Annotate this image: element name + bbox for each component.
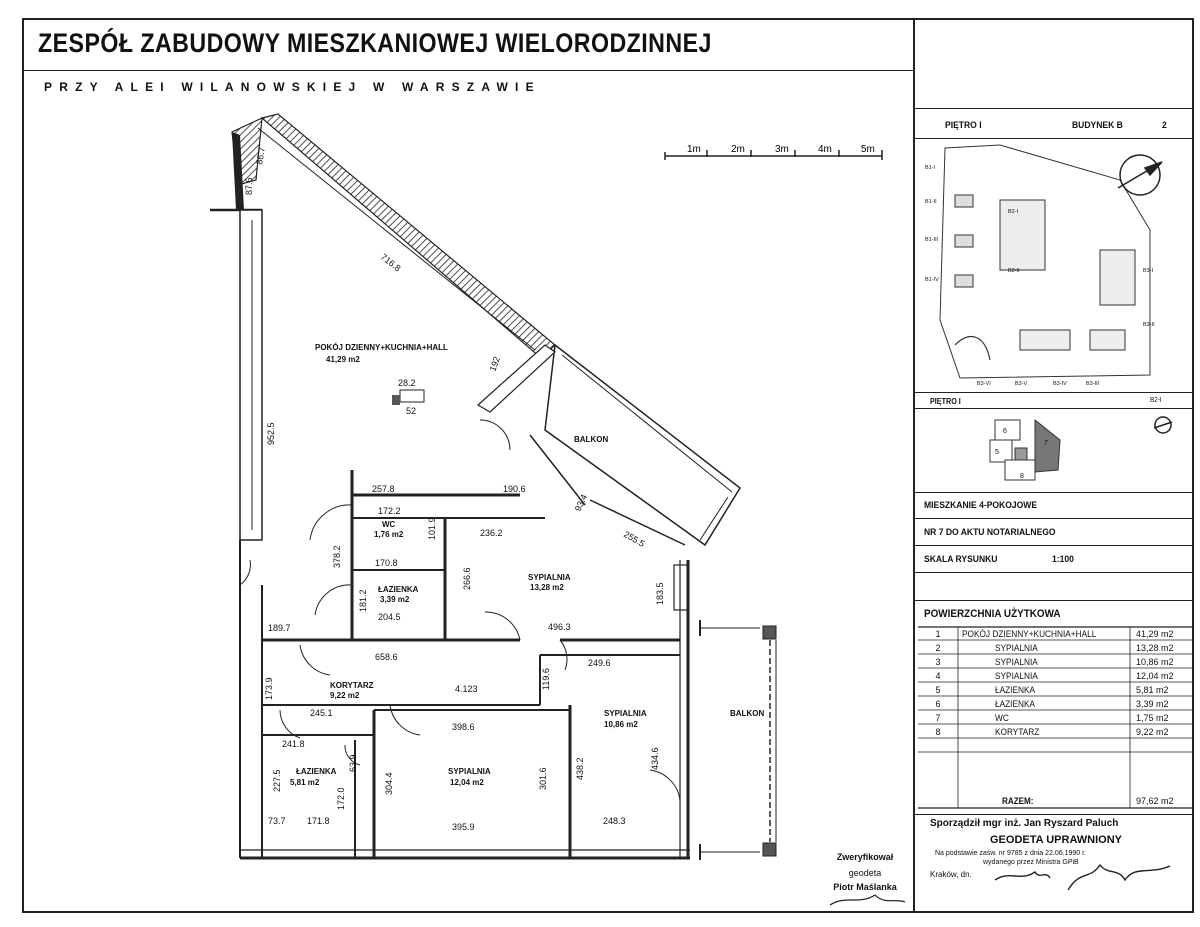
- dim-181-2: 181.2: [358, 589, 368, 612]
- key-label-b1-i: B1-I: [925, 165, 936, 171]
- sidebar-divider: [913, 600, 1194, 601]
- row-name: SYPIALNIA: [995, 657, 1038, 667]
- room-corridor-name: KORYTARZ: [330, 681, 374, 690]
- dim-170-8: 170.8: [375, 558, 398, 568]
- unit-number-8: 8: [1020, 473, 1024, 480]
- key-label-b3-ii: B3-II: [1143, 322, 1155, 328]
- room-bedroom-middle-name: SYPIALNIA: [448, 767, 491, 776]
- scale-label-5: 5m: [861, 144, 875, 155]
- dim-63-9: 63.9: [348, 754, 358, 772]
- apartment-type: MIESZKANIE 4-POKOJOWE: [924, 500, 1038, 511]
- room-balcony-upper-name: BALKON: [574, 435, 609, 444]
- outer-walls: [210, 210, 690, 858]
- dim-172-0: 172.0: [336, 787, 346, 810]
- sidebar-divider: [913, 408, 1194, 409]
- building-label: BUDYNEK B: [1072, 120, 1123, 131]
- drawing-scale-value: 1:100: [1052, 554, 1074, 565]
- row-name: KORYTARZ: [995, 727, 1040, 737]
- dim-173-9: 173.9: [264, 677, 274, 700]
- floor-label: PIĘTRO I: [945, 120, 982, 131]
- sidebar-divider: [913, 572, 1194, 573]
- section-code: B2-I: [1150, 397, 1162, 404]
- dim-101-9: 101.9: [427, 517, 437, 540]
- row-area: 3,39 m2: [1136, 699, 1169, 709]
- key-label-b3-iv: B3-IV: [1053, 381, 1067, 387]
- scale-bar: [665, 144, 882, 160]
- interior-walls: [262, 470, 680, 858]
- dimension-labels: [244, 146, 665, 832]
- room-bedroom-right-area: 10,86 m2: [604, 720, 638, 729]
- building-number: 2: [1162, 120, 1167, 131]
- sidebar-divider: [913, 138, 1194, 139]
- usable-area-heading: POWIERZCHNIA UŻYTKOWA: [924, 608, 1061, 620]
- sidebar-divider: [913, 392, 1194, 393]
- dim-192: 192: [487, 355, 503, 373]
- verified-label: Zweryfikował: [836, 852, 894, 862]
- dim-716-8: 716.8: [378, 251, 403, 274]
- row-no: 5: [935, 685, 941, 695]
- row-area: 9,22 m2: [1136, 727, 1169, 737]
- row-no: 1: [935, 629, 941, 639]
- row-no: 3: [935, 657, 941, 667]
- dim-227-5: 227.5: [272, 769, 282, 792]
- room-balcony-right-name: BALKON: [730, 709, 765, 718]
- sidebar-divider: [913, 518, 1194, 519]
- dim-28-2: 28.2: [398, 378, 416, 388]
- dim-87-6: 87.6: [244, 177, 254, 195]
- scale-label-2: 2m: [731, 144, 745, 155]
- row-area: 41,29 m2: [1136, 629, 1174, 639]
- row-no: 6: [935, 699, 941, 709]
- dim-190-6: 190.6: [503, 484, 526, 494]
- dim-266-6: 266.6: [462, 567, 472, 590]
- dim-4-123: 4.123: [455, 684, 478, 694]
- sidebar-divider: [913, 492, 1194, 493]
- row-area: 10,86 m2: [1136, 657, 1174, 667]
- dim-257-8: 257.8: [372, 484, 395, 494]
- room-bedroom-upper-area: 13,28 m2: [530, 583, 564, 592]
- key-label-b2-i: B2-I: [1008, 209, 1019, 215]
- key-label-b1-iii: B1-III: [925, 237, 939, 243]
- notary-reference: NR 7 DO AKTU NOTARIALNEGO: [924, 527, 1056, 538]
- unit-number-6: 6: [1003, 428, 1007, 435]
- row-no: 2: [935, 643, 941, 653]
- sidebar-divider: [913, 814, 1194, 815]
- room-wc-name: WC: [382, 520, 396, 529]
- drawing-title: ZESPÓŁ ZABUDOWY MIESZKANIOWEJ WIELORODZINNEJ: [38, 28, 712, 58]
- verified-role: geodeta: [848, 868, 882, 878]
- dim-378-2: 378.2: [332, 545, 342, 568]
- row-name: WC: [995, 713, 1009, 723]
- row-area: 13,28 m2: [1136, 643, 1174, 653]
- dim-236-2: 236.2: [480, 528, 503, 538]
- balcony-right: [700, 620, 776, 860]
- scale-label-1: 1m: [687, 144, 701, 155]
- key-label-b3-i: B3-I: [1143, 268, 1154, 274]
- room-bath-lower-name: ŁAZIENKA: [296, 767, 337, 776]
- row-area: 1,75 m2: [1136, 713, 1169, 723]
- dim-189-7: 189.7: [268, 623, 291, 633]
- key-label-b1-ii: B1-II: [925, 199, 937, 205]
- dim-496-3: 496.3: [548, 622, 571, 632]
- row-name: ŁAZIENKA: [995, 685, 1036, 695]
- row-name: POKÓJ DZIENNY+KUCHNIA+HALL: [962, 629, 1097, 639]
- row-no: 4: [935, 671, 941, 681]
- total-value: 97,62 m2: [1136, 796, 1174, 806]
- room-wc-area: 1,76 m2: [374, 530, 404, 539]
- dim-658-6: 658.6: [375, 652, 398, 662]
- dim-952-5: 952.5: [266, 422, 276, 445]
- dim-398-6: 398.6: [452, 722, 475, 732]
- license-line-2: wydanego przez Ministra GPiB: [983, 859, 1079, 866]
- verifier-name: Piotr Maślanka: [833, 882, 897, 892]
- scale-label-4: 4m: [818, 144, 832, 155]
- dim-171-8: 171.8: [307, 816, 330, 826]
- room-bath-upper-name: ŁAZIENKA: [378, 585, 419, 594]
- room-bedroom-right-name: SYPIALNIA: [604, 709, 647, 718]
- place-date: Kraków, dn.: [930, 870, 972, 879]
- row-name: SYPIALNIA: [995, 643, 1038, 653]
- key-label-b1-iv: B1-IV: [925, 277, 939, 283]
- license-line-1: Na podstawie zaśw. nr 9785 z dnia 22.06.1990 r.: [935, 850, 1086, 857]
- dim-119-6: 119.6: [541, 668, 551, 690]
- drawing-scale-label: SKALA RYSUNKU: [924, 554, 998, 565]
- unit-number-7: 7: [1044, 440, 1048, 447]
- dim-52: 52: [406, 406, 417, 416]
- sidebar-divider: [913, 108, 1194, 109]
- dim-245-1: 245.1: [310, 708, 333, 718]
- scale-label-3: 3m: [775, 144, 789, 155]
- dim-434-6: 434.6: [650, 747, 660, 770]
- room-living-name: POKÓJ DZIENNY+KUCHNIA+HALL: [315, 343, 448, 352]
- dim-86-7: 86.7: [254, 146, 268, 166]
- dim-301-6: 301.6: [538, 767, 548, 790]
- room-living-area: 41,29 m2: [326, 355, 360, 364]
- balcony-upper: [478, 345, 740, 545]
- dim-255-5: 255.5: [622, 529, 647, 549]
- drawing-subtitle: PRZY ALEI WILANOWSKIEJ W WARSZAWIE: [44, 80, 541, 94]
- dim-93-4: 93.4: [572, 492, 590, 513]
- prepared-by: Sporządził mgr inż. Jan Ryszard Paluch: [930, 818, 1119, 829]
- counter-mark: [392, 390, 424, 405]
- dim-304-4: 304.4: [384, 772, 394, 795]
- dim-241-8: 241.8: [282, 739, 305, 749]
- key-label-b3-iii: B3-III: [1086, 381, 1100, 387]
- surveyor-title: GEODETA UPRAWNIONY: [990, 834, 1123, 846]
- dim-395-9: 395.9: [452, 822, 475, 832]
- row-area: 5,81 m2: [1136, 685, 1169, 695]
- room-corridor-area: 9,22 m2: [330, 691, 360, 700]
- key-label-b3-v: B3-V: [1015, 381, 1028, 387]
- floor-label-secondary: PIĘTRO I: [930, 397, 961, 406]
- dim-204-5: 204.5: [378, 612, 401, 622]
- dim-249-6: 249.6: [588, 658, 611, 668]
- key-label-b3-vi: B3-VI: [977, 381, 991, 387]
- sidebar-divider: [913, 545, 1194, 546]
- room-bath-upper-area: 3,39 m2: [380, 595, 410, 604]
- verifier-signature: [830, 895, 905, 905]
- total-label: RAZEM:: [1002, 796, 1034, 806]
- dim-73-7: 73.7: [268, 816, 286, 826]
- dim-248-3: 248.3: [603, 816, 626, 826]
- room-bedroom-middle-area: 12,04 m2: [450, 778, 484, 787]
- row-name: ŁAZIENKA: [995, 699, 1036, 709]
- dim-183-5: 183.5: [655, 582, 665, 605]
- row-area: 12,04 m2: [1136, 671, 1174, 681]
- room-bath-lower-area: 5,81 m2: [290, 778, 320, 787]
- row-name: SYPIALNIA: [995, 671, 1038, 681]
- row-no: 7: [935, 713, 941, 723]
- dim-438-2: 438.2: [575, 757, 585, 780]
- diagonal-wall: [232, 114, 555, 358]
- room-bedroom-upper-name: SYPIALNIA: [528, 573, 571, 582]
- row-no: 8: [935, 727, 941, 737]
- title-block-sidebar: [913, 18, 1194, 913]
- key-label-b2-ii: B2-II: [1008, 268, 1020, 274]
- dim-172-2: 172.2: [378, 506, 401, 516]
- unit-number-5: 5: [995, 449, 999, 456]
